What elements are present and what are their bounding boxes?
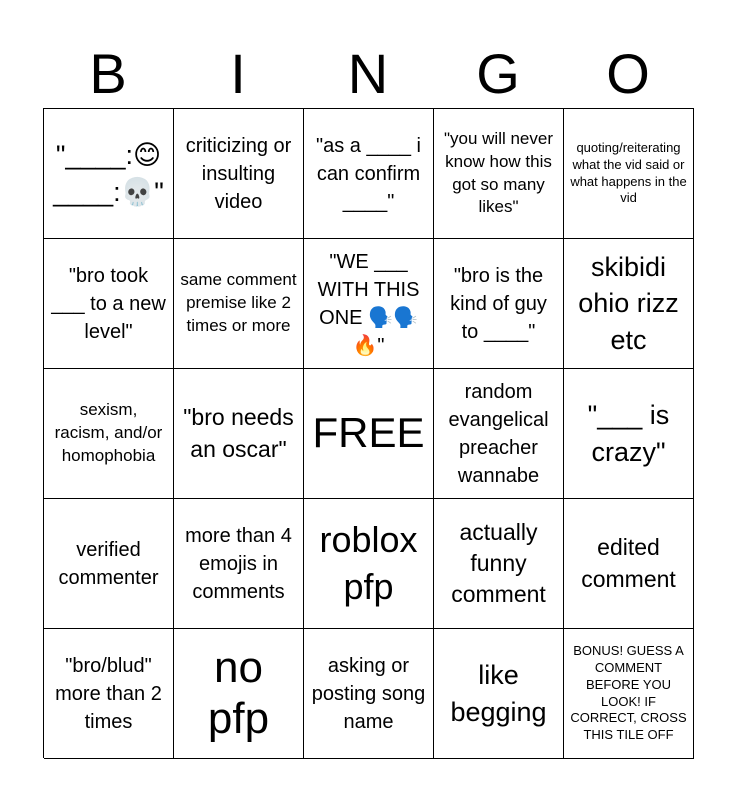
- header-letter-b: B: [89, 42, 127, 105]
- bingo-cell[interactable]: "___ is crazy": [564, 369, 694, 499]
- bingo-cell[interactable]: "____:😊 ____:💀": [44, 109, 174, 239]
- bingo-cell[interactable]: criticizing or insulting video: [174, 109, 304, 239]
- bingo-cell[interactable]: "bro is the kind of guy to ____": [434, 239, 564, 369]
- bingo-cell[interactable]: "you will never know how this got so many likes": [434, 109, 564, 239]
- bingo-cell[interactable]: verified commenter: [44, 499, 174, 629]
- bingo-cell[interactable]: sexism, racism, and/or homophobia: [44, 369, 174, 499]
- bingo-cell[interactable]: edited comment: [564, 499, 694, 629]
- bingo-cell[interactable]: "WE ___ WITH THIS ONE 🗣️🗣️🔥": [304, 239, 434, 369]
- bingo-cell[interactable]: quoting/reiterating what the vid said or what happens in the vid: [564, 109, 694, 239]
- bingo-cell[interactable]: no pfp: [174, 629, 304, 759]
- bingo-cell[interactable]: asking or posting song name: [304, 629, 434, 759]
- bingo-cell[interactable]: skibidi ohio rizz etc: [564, 239, 694, 369]
- bingo-cell[interactable]: "bro needs an oscar": [174, 369, 304, 499]
- header-letter-g: G: [476, 42, 520, 105]
- bingo-cell[interactable]: "bro took ___ to a new level": [44, 239, 174, 369]
- bingo-header: [43, 40, 693, 108]
- header-letter-i: I: [230, 42, 246, 105]
- bingo-cell[interactable]: roblox pfp: [304, 499, 434, 629]
- free-space-cell[interactable]: FREE: [304, 369, 434, 499]
- bingo-cell[interactable]: same comment premise like 2 times or more: [174, 239, 304, 369]
- header-letter-n: N: [347, 42, 389, 105]
- bingo-cell[interactable]: more than 4 emojis in comments: [174, 499, 304, 629]
- bingo-cell[interactable]: like begging: [434, 629, 564, 759]
- bingo-board: [43, 108, 694, 758]
- bingo-cell[interactable]: "bro/blud" more than 2 times: [44, 629, 174, 759]
- header-letter-o: O: [606, 42, 650, 105]
- bingo-cell[interactable]: actually funny comment: [434, 499, 564, 629]
- bingo-cell[interactable]: "as a ____ i can confirm ____": [304, 109, 434, 239]
- bingo-cell[interactable]: random evangelical preacher wannabe: [434, 369, 564, 499]
- bonus-cell[interactable]: BONUS! GUESS A COMMENT BEFORE YOU LOOK! IF CORRECT, CROSS THIS TILE OFF: [564, 629, 694, 759]
